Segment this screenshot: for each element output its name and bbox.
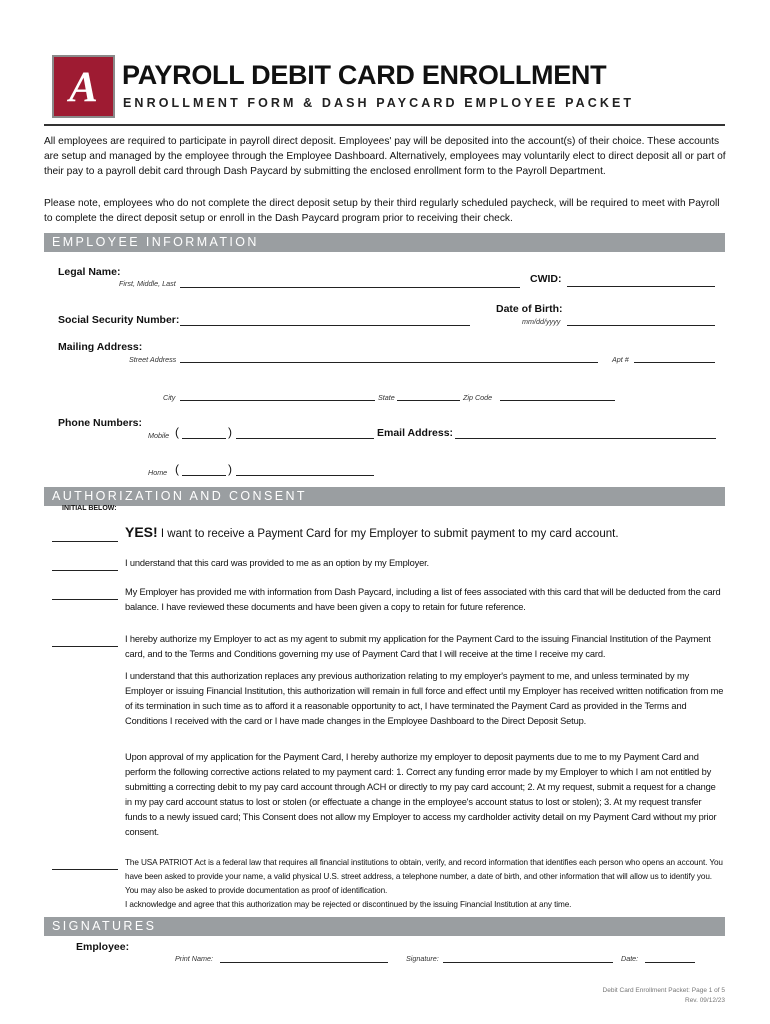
intro-paragraph-2: Please note, employees who do not complete the direct deposit setup by their third regularly scheduled paycheck, will be required to meet with Payroll to complete the direct deposit setup or enroll in the Dash Paycard program prior to receiving their check. (44, 198, 720, 224)
print-name-hint: Print Name: (175, 954, 213, 963)
initial-below-label: INITIAL BELOW: (62, 505, 117, 512)
legal-name-label: Legal Name: (58, 266, 121, 278)
apt-hint: Apt # (612, 355, 629, 364)
authorization-item-2: I understand that this card was provided to me as an option by my Employer. (125, 558, 429, 568)
print-name-field[interactable] (220, 962, 388, 963)
home-area-code-field[interactable] (182, 475, 226, 476)
state-hint: State (378, 393, 395, 402)
employee-label: Employee: (76, 941, 130, 953)
mobile-area-open-paren: ( (175, 425, 179, 439)
legal-name-field[interactable] (180, 287, 520, 288)
zip-code-hint: Zip Code (463, 393, 493, 402)
yes-emphasis: YES! (125, 524, 158, 540)
initial-field-3[interactable] (52, 599, 118, 600)
date-of-birth-label: Date of Birth: (496, 303, 563, 315)
cwid-field[interactable] (567, 286, 715, 287)
signature-field[interactable] (443, 962, 613, 963)
employee-information-heading: EMPLOYEE INFORMATION (44, 233, 725, 252)
dob-hint: mm/dd/yyyy (522, 317, 561, 326)
mailing-address-label: Mailing Address: (58, 341, 143, 353)
email-address-label: Email Address: (377, 427, 454, 439)
form-title: PAYROLL DEBIT CARD ENROLLMENT (122, 60, 607, 90)
legal-name-hint: First, Middle, Last (119, 279, 176, 288)
state-field[interactable] (397, 400, 460, 401)
mobile-number-field[interactable] (236, 438, 374, 439)
header-divider (44, 124, 725, 126)
authorization-item-3: My Employer has provided me with information from Dash Paycard, including a list of fees associated with this card that will be deducted from the card balance. I have reviewed these documents and have been given a copy to retain for future reference. (125, 587, 721, 612)
authorization-item-4c: Upon approval of my application for the Payment Card, I hereby authorize my employer to deposit payments due to me to my Payment Card and perform the following corrective actions related to my payment card: 1. Correct any funding error made by my Employer to which I am not entitled by submitting a correcting debit to my pay card account through ACH or directly to my pay card account; 2. At my request, submit a request for a change in my pay card account status to lost or stolen (or effectuate a change in the employee's account status to lost or stolen); 3. At my request transfer funds to a newly issued card; This Consent does not allow my Employer to access my cardholder activity detail on my Payment Card without my prior consent. (125, 752, 717, 837)
cwid-label: CWID: (530, 273, 562, 285)
initial-field-2[interactable] (52, 570, 118, 571)
mobile-hint: Mobile (148, 431, 170, 440)
yes-statement (125, 524, 619, 540)
city-field[interactable] (180, 400, 375, 401)
initial-field-4[interactable] (52, 646, 118, 647)
page-number-footer: Debit Card Enrollment Packet: Page 1 of 5 (602, 987, 725, 994)
phone-numbers-label: Phone Numbers: (58, 417, 143, 429)
initial-field-5[interactable] (52, 869, 118, 870)
apt-field[interactable] (634, 362, 715, 363)
mobile-area-code-field[interactable] (182, 438, 226, 439)
script-a-logo-icon (54, 57, 113, 116)
signatures-heading: SIGNATURES (44, 917, 725, 936)
university-logo (52, 55, 115, 118)
city-hint: City (163, 393, 176, 402)
date-field[interactable] (645, 962, 695, 963)
home-area-open-paren: ( (175, 462, 179, 476)
form-subtitle: ENROLLMENT FORM & DASH PAYCARD EMPLOYEE PACKET (123, 96, 635, 110)
revision-footer: Rev. 09/12/23 (685, 997, 725, 1004)
home-hint: Home (148, 468, 168, 477)
authorization-item-4: I hereby authorize my Employer to act as my agent to submit my application for the Payment Card to the issuing Financial Institution of the Payment card, and to the Terms and Conditions governing my use of Payment Card that I will receive at the time I receive my card. (125, 634, 711, 659)
street-address-field[interactable] (180, 362, 598, 363)
home-number-field[interactable] (236, 475, 374, 476)
authorization-item-5b: I acknowledge and agree that this authorization may be rejected or discontinued by the issuing Financial Institution at any time. (125, 900, 572, 909)
mobile-area-close-paren: ) (228, 425, 232, 439)
intro-paragraph-1: All employees are required to participate in payroll direct deposit. Employees' pay will be deposited into the account(s) of their choice. These accounts are setup and managed by the employee through the Employee Dashboard. Alternatively, employees may voluntarily elect to direct deposit all or part of their pay to a payroll debit card through Dash Paycard by submitting the enclosed enrollment form to the Payroll Department. (44, 136, 726, 177)
authorization-item-4b: I understand that this authorization replaces any previous authorization relating to my employer's payment to me, and unless terminated by my Employer or issuing Financial Institution, this authorization will remain in full force and effect until my Employer has received written notification from me of its termination in such time as to afford it a reasonable opportunity to act, I have terminated the Payment Card as provided in the Terms and Conditions I received with the card or I have made changes in the Employee Dashboard to the Direct Deposit Setup. (125, 671, 724, 726)
date-of-birth-field[interactable] (567, 325, 715, 326)
initial-field-1[interactable] (52, 541, 118, 542)
ssn-label: Social Security Number: (58, 314, 180, 326)
authorization-item-5: The USA PATRIOT Act is a federal law that requires all financial institutions to obtain, verify, and record information that identifies each person who opens an account. You have been asked to provide your name, a valid physical U.S. street address, a telephone number, a date of birth, and other information that will allow us to identify you. You may also be asked to provide documentation as proof of identification. (125, 858, 723, 895)
signature-hint: Signature: (406, 954, 439, 963)
email-address-field[interactable] (455, 438, 716, 439)
svg-text:A: A (69, 64, 98, 112)
ssn-field[interactable] (180, 325, 470, 326)
zip-code-field[interactable] (500, 400, 615, 401)
home-area-close-paren: ) (228, 462, 232, 476)
yes-text: I want to receive a Payment Card for my Employer to submit payment to my card account. (157, 528, 619, 540)
authorization-heading: AUTHORIZATION AND CONSENT (44, 487, 725, 506)
street-address-hint: Street Address (129, 355, 177, 364)
date-hint: Date: (621, 954, 639, 963)
